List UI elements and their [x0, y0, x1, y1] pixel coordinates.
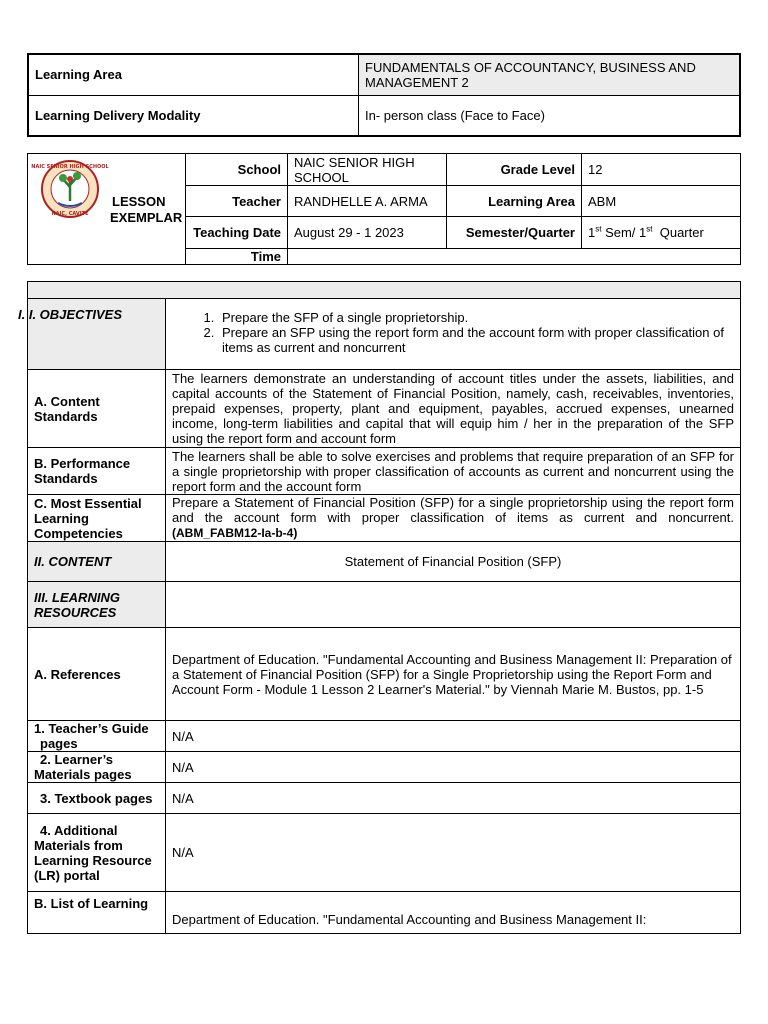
list-label: B. List of Learning — [28, 892, 166, 934]
learning-area-label: Learning Area — [28, 54, 359, 95]
list-value: Department of Education. "Fundamental Accounting and Business Management II: — [166, 892, 741, 934]
melc-text: Prepare a Statement of Financial Position (SFP) for a single proprietorship using the report form and the account form with proper classification of items as current and noncurrent. — [172, 495, 734, 525]
objectives-label: I. I. OBJECTIVES — [18, 307, 123, 322]
tg-value: N/A — [166, 721, 741, 752]
lm-label: 2. Learner’s Materials pages — [28, 752, 166, 783]
references-label: A. References — [28, 628, 166, 721]
objectives-list — [172, 310, 734, 355]
logo-text-top: NAIC SENIOR HIGH SCHOOL — [31, 164, 109, 170]
objective-item: 1. Prepare the SFP of a single proprietorship. — [218, 310, 734, 325]
objective-item: 2. Prepare an SFP using the report form and the account form with proper classification of items as current and noncurrent — [218, 325, 734, 355]
learning-area-value: FUNDAMENTALS OF ACCOUNTANCY, BUSINESS AND MANAGEMENT 2 — [359, 54, 741, 95]
lm-value: N/A — [166, 752, 741, 783]
exemplar-title-line1: LESSON — [112, 194, 166, 209]
school-label: School — [186, 154, 288, 186]
performance-standards-label: B. Performance Standards — [28, 448, 166, 495]
school-value: NAIC SENIOR HIGH SCHOOL — [288, 154, 447, 186]
objectives-label-cell — [18, 299, 166, 370]
teacher-value: RANDHELLE A. ARMA — [288, 186, 447, 217]
content-value: Statement of Financial Position (SFP) — [166, 542, 741, 582]
time-value — [288, 249, 741, 265]
grade-label: Grade Level — [447, 154, 582, 186]
melc-label: C. Most Essential Learning Competencies — [28, 495, 166, 542]
header-table — [27, 53, 741, 137]
exemplar-title-cell — [28, 154, 186, 265]
tg-label: 1. Teacher’s Guide pages — [28, 721, 166, 752]
modality-value: In- person class (Face to Face) — [359, 95, 741, 136]
objectives-cell — [166, 299, 741, 370]
performance-standards-text: The learners shall be able to solve exercises and problems that require preparation of an SFP for a single proprietorship with proper classification of accounts as current and noncurrent using the report form and the account form — [166, 448, 741, 495]
references-text: Department of Education. "Fundamental Accounting and Business Management II: Preparation of a Statement of Financial Position (SFP) for a Single Proprietorship using the Report Form and Account Form - Module 1 Lesson 2 Learner's Material." by Viennah Marie M. Bustos, pp. 1-5 — [166, 628, 741, 721]
resources-label: III. LEARNING RESOURCES — [28, 582, 166, 628]
am-label: 4. Additional Materials from Learning Resource (LR) portal — [28, 814, 166, 892]
content-label: II. CONTENT — [28, 542, 166, 582]
modality-label: Learning Delivery Modality — [28, 95, 359, 136]
exemplar-title-line2: EXEMPLAR — [110, 210, 183, 225]
area-label: Learning Area — [447, 186, 582, 217]
date-label: Teaching Date — [186, 217, 288, 249]
am-value: N/A — [166, 814, 741, 892]
semester-value: 1st Sem/ 1st Quarter — [582, 217, 741, 249]
exemplar-table — [27, 153, 741, 265]
resources-value — [166, 582, 741, 628]
tb-value: N/A — [166, 783, 741, 814]
area-value: ABM — [582, 186, 741, 217]
logo-text-bottom: NAIC, CAVITE — [51, 211, 89, 217]
tb-label: 3. Textbook pages — [28, 783, 166, 814]
school-logo — [31, 159, 109, 219]
melc-code: (ABM_FABM12-Ia-b-4) — [172, 526, 298, 540]
teacher-label: Teacher — [186, 186, 288, 217]
semester-label: Semester/Quarter — [447, 217, 582, 249]
date-value: August 29 - 1 2023 — [288, 217, 447, 249]
lesson-plan-table — [18, 281, 741, 934]
content-standards-label: A. Content Standards — [28, 370, 166, 448]
time-label: Time — [186, 249, 288, 265]
melc-cell — [166, 495, 741, 542]
grade-value: 12 — [582, 154, 741, 186]
content-standards-text: The learners demonstrate an understanding of account titles under the assets, liabilities, and capital accounts of the Statement of Financial Position, namely, cash, receivables, inventories, prepaid expenses, property, plant and equipment, payables, accrued expenses, unearned income, long-term liabilities and capital that will equip him / her in the preparation of the SFP using the report form and account form — [166, 370, 741, 448]
plan-header-row — [28, 282, 741, 299]
